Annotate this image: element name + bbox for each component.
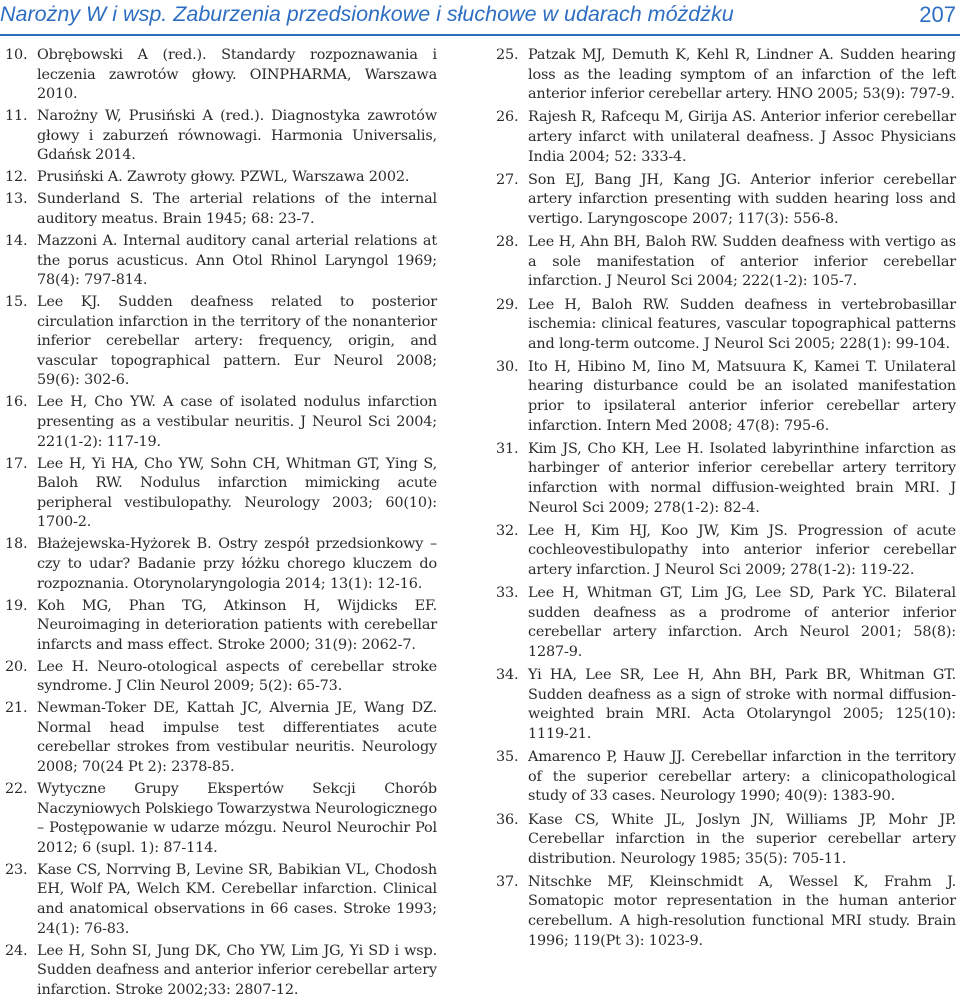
reference-text: Lee H. Neuro-otological aspects of cerebellar stroke syndrome. J Clin Neurol 2009; 5(2): 65-73.: [37, 658, 437, 695]
reference-item: [5, 107, 437, 166]
reference-text: Lee H, Baloh RW. Sudden deafness in vertebrobasillar ischemia: clinical features, vascular topographical patterns and long-term outcome. J Neurol Sci 2005; 228(1): 99-104.: [528, 296, 956, 352]
running-header: [0, 0, 960, 42]
reference-text: Patzak MJ, Demuth K, Kehl R, Lindner A. Sudden hearing loss as the leading symptom of an infarction of the left anterior inferior cerebellar artery. HNO 2005; 53(9): 797-9.: [528, 47, 956, 103]
reference-text: Lee H, Kim HJ, Koo JW, Kim JS. Progression of acute cochleovestibulopathy into anterior inferior cerebellar artery infarction. J Neurol Sci 2009; 278(1-2): 119-22.: [528, 522, 956, 578]
reference-text: Ito H, Hibino M, Iino M, Matsuura K, Kamei T. Unilateral hearing disturbance could be an isolated manifestation prior to ipsilateral anterior inferior cerebellar artery infarction. Intern Med 2008; 47(8): 795-6.: [528, 358, 956, 434]
reference-item: [5, 168, 437, 188]
reference-column-left: [5, 46, 437, 1003]
reference-item: [496, 171, 956, 230]
reference-text: Nitschke MF, Kleinschmidt A, Wessel K, Frahm J. Somatopic motor representation in the human anterior cerebellum. A high-resolution functional MRI study. Brain 1996; 119(Pt 3): 1023-9.: [528, 873, 956, 949]
reference-item: [496, 440, 956, 518]
reference-item: [5, 190, 437, 229]
reference-item: [496, 46, 956, 105]
running-header-title: Narożny W i wsp. Zaburzenia przedsionkowe i słuchowe w udarach móżdżku: [0, 2, 734, 26]
reference-text: Yi HA, Lee SR, Lee H, Ahn BH, Park BR, Whitman GT. Sudden deafness as a sign of stroke with normal diffusion-weighted brain MRI. Acta Otolaryngol 2005; 125(10): 1119-21.: [528, 667, 956, 742]
reference-number: 13.: [5, 191, 28, 208]
reference-number: 35.: [496, 749, 519, 766]
reference-number: 24.: [5, 942, 28, 959]
reference-item: [496, 811, 956, 870]
reference-item: [496, 666, 956, 744]
reference-list-left: [5, 46, 437, 1000]
reference-text: Lee H, Ahn BH, Baloh RW. Sudden deafness with vertigo as a sole manifestation of anterior inferior cerebellar infarction. J Neurol Sci 2004; 222(1-2): 105-7.: [528, 234, 956, 290]
reference-text: Kase CS, Norrving B, Levine SR, Babikian VL, Chodosh EH, Wolf PA, Welch KM. Cerebellar infarction. Clinical and anatomical observations in 66 cases. Stroke 1993; 24(1): 76-83.: [37, 861, 437, 937]
reference-text: Lee H, Whitman GT, Lim JG, Lee SD, Park YC. Bilateral sudden deafness as a prodrome of anterior inferior cerebellar artery infarction. Arch Neurol 2001; 58(8): 1287-9.: [528, 585, 956, 660]
reference-item: [5, 780, 437, 858]
reference-number: 11.: [5, 108, 28, 125]
reference-text: Son EJ, Bang JH, Kang JG. Anterior inferior cerebellar artery infarction presenting with sudden hearing loss and vertigo. Laryngoscope 2007; 117(3): 556-8.: [528, 171, 956, 227]
reference-text: Kase CS, White JL, Joslyn JN, Williams JP, Mohr JP. Cerebellar infarction in the superior cerebellar artery distribution. Neurology 1985; 35(5): 705-11.: [528, 811, 956, 867]
reference-text: Wytyczne Grupy Ekspertów Sekcji Chorób Naczyniowych Polskiego Towarzystwa Neurologicznego – Postępowanie w udarze mózgu. Neurol Neurochir Pol 2012; 6 (supl. 1): 87-114.: [37, 781, 437, 856]
reference-number: 14.: [5, 232, 28, 249]
reference-text: Błażejewska-Hyżorek B. Ostry zespół przedsionkowy – czy to udar? Badanie przy łóżku chorego kluczem do rozpoznania. Otorynolaryngologia 2014; 13(1): 12-16.: [37, 536, 437, 592]
reference-item: [496, 748, 956, 807]
reference-text: Lee H, Yi HA, Cho YW, Sohn CH, Whitman GT, Ying S, Baloh RW. Nodulus infarction mimicking acute peripheral vestibulopathy. Neurology 2003; 60(10): 1700-2.: [37, 455, 437, 531]
reference-number: 25.: [496, 47, 519, 63]
reference-number: 18.: [5, 536, 28, 553]
reference-number: 31.: [496, 440, 519, 457]
reference-text: Sunderland S. The arterial relations of the internal auditory meatus. Brain 1945; 68: 23-7.: [37, 191, 437, 227]
reference-item: [5, 455, 437, 533]
reference-item: [496, 296, 956, 355]
reference-list-right: [496, 46, 956, 951]
reference-number: 32.: [496, 522, 519, 539]
reference-number: 29.: [496, 296, 519, 313]
reference-item: [5, 293, 437, 391]
reference-number: 22.: [5, 781, 28, 798]
reference-text: Rajesh R, Rafcequ M, Girija AS. Anterior inferior cerebellar artery infarct with unilateral deafness. J Assoc Physicians India 2004; 52: 333-4.: [528, 109, 956, 165]
reference-item: [496, 233, 956, 292]
reference-text: Lee H, Sohn SI, Jung DK, Cho YW, Lim JG, Yi SD i wsp. Sudden deafness and anterior inferior cerebellar artery infarction. Stroke 2002;33: 2807-12.: [37, 942, 437, 998]
reference-text: Lee H, Cho YW. A case of isolated nodulus infarction presenting as a vestibular neuritis. J Neurol Sci 2004; 221(1-2): 117-19.: [37, 394, 437, 450]
reference-number: 28.: [496, 234, 519, 251]
reference-number: 17.: [5, 455, 28, 472]
reference-text: Amarenco P, Hauw JJ. Cerebellar infarction in the territory of the superior cerebellar artery: a clinicopathological study of 33 cases. Neurology 1990; 40(9): 1383-90.: [528, 749, 956, 805]
reference-number: 33.: [496, 585, 519, 602]
reference-item: [5, 699, 437, 777]
reference-item: [496, 108, 956, 167]
reference-number: 34.: [496, 667, 519, 684]
reference-number: 23.: [5, 861, 28, 878]
reference-item: [5, 535, 437, 594]
reference-item: [5, 861, 437, 939]
reference-number: 12.: [5, 169, 28, 186]
reference-text: Mazzoni A. Internal auditory canal arterial relations at the porus acusticus. Ann Otol Rhinol Laryngol 1969; 78(4): 797-814.: [37, 232, 437, 289]
reference-number: 37.: [496, 873, 519, 890]
reference-item: [5, 942, 437, 1001]
reference-number: 30.: [496, 358, 519, 375]
reference-number: 20.: [5, 658, 28, 675]
reference-number: 10.: [5, 47, 28, 63]
reference-item: [5, 658, 437, 697]
reference-text: Obrębowski A (red.). Standardy rozpoznawania i leczenia zawrotów głowy. OINPHARMA, Warszawa 2010.: [37, 47, 437, 103]
reference-column-right: [496, 46, 956, 955]
header-rule: [0, 34, 960, 36]
reference-number: 26.: [496, 109, 519, 126]
reference-item: [496, 358, 956, 436]
reference-number: 21.: [5, 700, 28, 717]
reference-item: [5, 393, 437, 452]
reference-number: 19.: [5, 597, 28, 614]
reference-text: Narożny W, Prusiński A (red.). Diagnostyka zawrotów głowy i zaburzeń równowagi. Harmonia Universalis, Gdańsk 2014.: [37, 108, 437, 164]
reference-number: 27.: [496, 171, 519, 188]
reference-number: 16.: [5, 394, 28, 411]
reference-item: [5, 232, 437, 291]
reference-text: Newman-Toker DE, Kattah JC, Alvernia JE, Wang DZ. Normal head impulse test differentiates acute cerebellar strokes from vestibular neuritis. Neurology 2008; 70(24 Pt 2): 2378-85.: [37, 700, 437, 776]
reference-text: Koh MG, Phan TG, Atkinson H, Wijdicks EF. Neuroimaging in deterioration patients with cerebellar infarcts and mass effect. Stroke 2000; 31(9): 2062-7.: [37, 597, 437, 653]
reference-number: 15.: [5, 294, 28, 311]
reference-item: [496, 873, 956, 951]
reference-item: [5, 46, 437, 105]
reference-item: [496, 522, 956, 581]
reference-text: Lee KJ. Sudden deafness related to posterior circulation infarction in the territory of the nonanterior inferior cerebellar artery: frequency, origin, and vascular topographical pattern. Eur Neurol 2008; 59(6): 302-6.: [37, 294, 437, 389]
reference-item: [496, 584, 956, 662]
reference-number: 36.: [496, 811, 519, 828]
reference-item: [5, 597, 437, 656]
reference-text: Prusiński A. Zawroty głowy. PZWL, Warszawa 2002.: [37, 169, 410, 186]
reference-text: Kim JS, Cho KH, Lee H. Isolated labyrinthine infarction as harbinger of anterior inferior cerebellar artery territory infarction with normal diffusion-weighted brain MRI. J Neurol Sci 2009; 278(1-2): 82-4.: [528, 440, 956, 516]
page-number: 207: [919, 2, 956, 27]
